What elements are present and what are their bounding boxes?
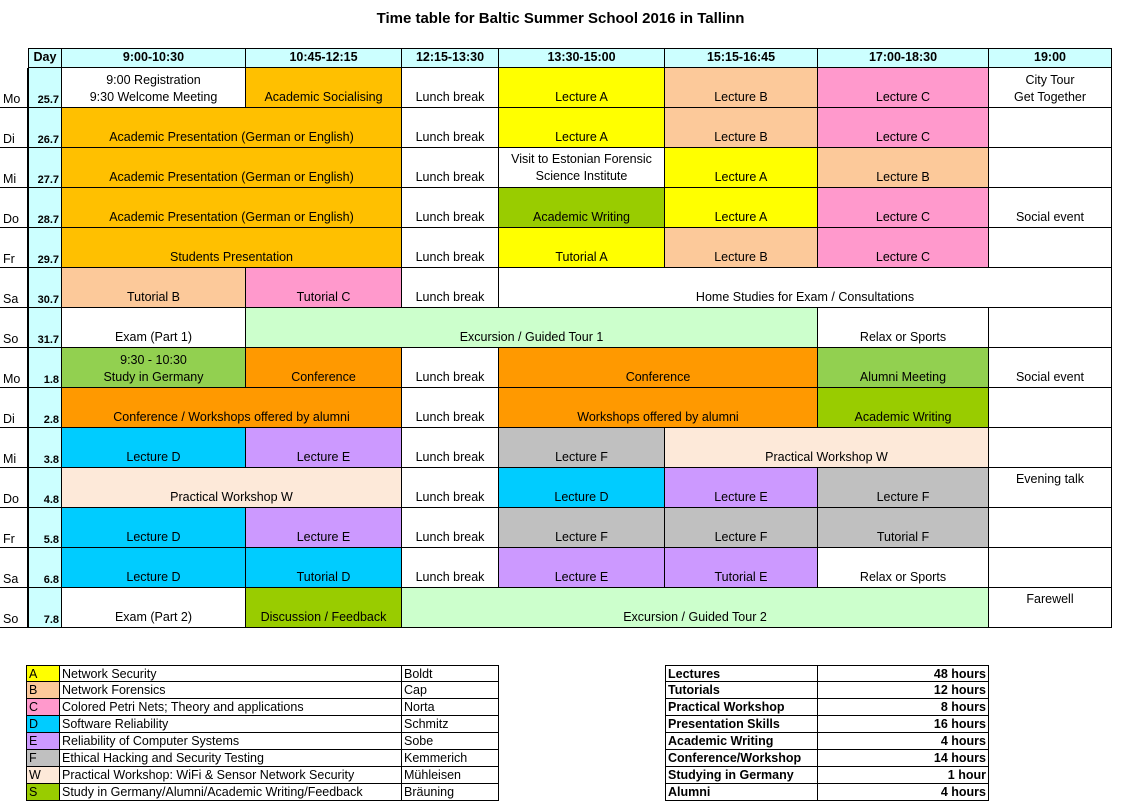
legend-subject: Reliability of Computer Systems [60,733,402,750]
schedule-cell: Academic Socialising [246,68,402,108]
legend-lecturer: Cap [402,682,499,699]
schedule-cell: Excursion / Guided Tour 2 [402,588,989,628]
page-title: Time table for Baltic Summer School 2016 in Tallinn [376,10,745,27]
schedule-cell: Conference [246,348,402,388]
day-name: Do [0,188,28,228]
schedule-cell: Lunch break [402,348,499,388]
legend-subject: Software Reliability [60,716,402,733]
day-date: 27.7 [28,148,62,188]
summary-label: Practical Workshop [665,699,818,716]
schedule-cell: 9:30 - 10:30 Study in Germany [62,348,246,388]
header-slot: 19:00 [989,48,1112,68]
day-name: Fr [0,228,28,268]
header-slot: 9:00-10:30 [62,48,246,68]
schedule-cell: Students Presentation [62,228,402,268]
schedule-cell: Lunch break [402,428,499,468]
schedule-cell: Visit to Estonian Forensic Science Institute [499,148,665,188]
day-name: Fr [0,508,28,548]
schedule-cell: Lunch break [402,188,499,228]
day-name: Mo [0,348,28,388]
day-date: 25.7 [28,68,62,108]
summary-value: 4 hours [818,733,989,750]
day-name: Sa [0,548,28,588]
schedule-cell: Home Studies for Exam / Consultations [499,268,1112,308]
schedule-cell: Lecture C [818,108,989,148]
day-date: 28.7 [28,188,62,228]
schedule-cell: Lecture B [665,108,818,148]
summary-label: Studying in Germany [665,767,818,784]
schedule-cell: Lecture E [665,468,818,508]
schedule-cell: Lecture A [499,108,665,148]
day-name: Mo [0,68,28,108]
legend-code: C [26,699,60,716]
schedule-cell: Lecture E [499,548,665,588]
legend-code: W [26,767,60,784]
schedule-cell: Tutorial F [818,508,989,548]
day-date: 26.7 [28,108,62,148]
schedule-cell: Conference / Workshops offered by alumni [62,388,402,428]
schedule-cell: Lecture B [665,68,818,108]
day-date: 5.8 [28,508,62,548]
schedule-cell [989,428,1112,468]
schedule-cell: Academic Writing [499,188,665,228]
legend-subject: Study in Germany/Alumni/Academic Writing/Feedback [60,784,402,801]
schedule-cell: Lecture F [499,428,665,468]
legend-lecturer: Schmitz [402,716,499,733]
day-date: 4.8 [28,468,62,508]
schedule-cell: Tutorial A [499,228,665,268]
day-name: Di [0,388,28,428]
legend-subject: Ethical Hacking and Security Testing [60,750,402,767]
schedule-cell: Lunch break [402,108,499,148]
schedule-cell: Lecture F [665,508,818,548]
schedule-cell: Lecture D [499,468,665,508]
schedule-cell: Relax or Sports [818,548,989,588]
header-slot: 13:30-15:00 [499,48,665,68]
legend-code: D [26,716,60,733]
day-date: 3.8 [28,428,62,468]
header-day: Day [28,48,62,68]
schedule-cell: Farewell [989,588,1112,628]
summary-label: Alumni [665,784,818,801]
schedule-cell: Social event [989,348,1112,388]
summary-value: 8 hours [818,699,989,716]
schedule-cell: Lecture A [665,188,818,228]
day-name: So [0,308,28,348]
schedule-cell: Lunch break [402,68,499,108]
schedule-cell: Tutorial E [665,548,818,588]
schedule-cell [989,548,1112,588]
schedule-cell [989,108,1112,148]
summary-label: Academic Writing [665,733,818,750]
summary-label: Tutorials [665,682,818,699]
legend-lecturer: Sobe [402,733,499,750]
legend-code: A [26,665,60,682]
legend-lecturer: Norta [402,699,499,716]
schedule-cell: Practical Workshop W [62,468,402,508]
schedule-cell: Relax or Sports [818,308,989,348]
schedule-cell: Lecture D [62,548,246,588]
legend-lecturer: Boldt [402,665,499,682]
day-date: 31.7 [28,308,62,348]
legend-code: S [26,784,60,801]
schedule-cell: Practical Workshop W [665,428,989,468]
legend-lecturer: Bräuning [402,784,499,801]
schedule-cell: Lecture C [818,228,989,268]
schedule-cell [989,148,1112,188]
schedule-cell: Alumni Meeting [818,348,989,388]
summary-value: 4 hours [818,784,989,801]
day-name: Do [0,468,28,508]
day-name: Sa [0,268,28,308]
summary-label: Lectures [665,665,818,682]
schedule-cell: Exam (Part 2) [62,588,246,628]
schedule-cell: Evening talk [989,468,1112,508]
day-date: 6.8 [28,548,62,588]
legend-lecturer: Kemmerich [402,750,499,767]
schedule-cell: Lecture A [499,68,665,108]
legend-subject: Network Forensics [60,682,402,699]
summary-value: 1 hour [818,767,989,784]
schedule-cell: Lunch break [402,468,499,508]
day-date: 30.7 [28,268,62,308]
schedule-cell: Lecture D [62,508,246,548]
schedule-cell: Academic Presentation (German or English) [62,148,402,188]
legend-subject: Colored Petri Nets; Theory and applications [60,699,402,716]
schedule-cell: Lecture F [818,468,989,508]
day-date: 29.7 [28,228,62,268]
schedule-cell: Conference [499,348,818,388]
header-slot: 17:00-18:30 [818,48,989,68]
schedule-cell: Lecture F [499,508,665,548]
schedule-cell: Academic Presentation (German or English) [62,188,402,228]
summary-value: 14 hours [818,750,989,767]
schedule-cell: Lunch break [402,148,499,188]
schedule-cell: Lecture C [818,188,989,228]
schedule-cell: Lecture B [665,228,818,268]
schedule-cell: Social event [989,188,1112,228]
day-date: 2.8 [28,388,62,428]
legend-subject: Practical Workshop: WiFi & Sensor Network Security [60,767,402,784]
summary-label: Conference/Workshop [665,750,818,767]
schedule-cell [989,308,1112,348]
schedule-cell: Exam (Part 1) [62,308,246,348]
schedule-cell: Lunch break [402,548,499,588]
schedule-cell: Lecture E [246,508,402,548]
schedule-cell: Tutorial C [246,268,402,308]
schedule-cell: Lecture D [62,428,246,468]
schedule-cell: Lecture E [246,428,402,468]
summary-value: 12 hours [818,682,989,699]
day-name: Mi [0,148,28,188]
schedule-cell: Workshops offered by alumni [499,388,818,428]
summary-value: 16 hours [818,716,989,733]
schedule-cell [989,508,1112,548]
schedule-cell: Lunch break [402,268,499,308]
schedule-cell: 9:00 Registration 9:30 Welcome Meeting [62,68,246,108]
legend-code: B [26,682,60,699]
header-slot: 10:45-12:15 [246,48,402,68]
summary-label: Presentation Skills [665,716,818,733]
summary-value: 48 hours [818,665,989,682]
schedule-cell: Lunch break [402,228,499,268]
legend-subject: Network Security [60,665,402,682]
schedule-cell: Lunch break [402,388,499,428]
day-name: Mi [0,428,28,468]
day-date: 1.8 [28,348,62,388]
day-name: So [0,588,28,628]
schedule-cell [989,228,1112,268]
legend-lecturer: Mühleisen [402,767,499,784]
schedule-cell: Academic Presentation (German or English) [62,108,402,148]
legend-code: E [26,733,60,750]
header-slot: 12:15-13:30 [402,48,499,68]
schedule-cell: Tutorial D [246,548,402,588]
schedule-cell: Excursion / Guided Tour 1 [246,308,818,348]
legend-code: F [26,750,60,767]
schedule-cell: Lecture C [818,68,989,108]
header-slot: 15:15-16:45 [665,48,818,68]
schedule-cell: City Tour Get Together [989,68,1112,108]
schedule-cell: Academic Writing [818,388,989,428]
schedule-cell: Discussion / Feedback [246,588,402,628]
schedule-cell: Lecture A [665,148,818,188]
day-name: Di [0,108,28,148]
schedule-cell: Tutorial B [62,268,246,308]
day-date: 7.8 [28,588,62,628]
schedule-cell: Lunch break [402,508,499,548]
schedule-cell: Lecture B [818,148,989,188]
schedule-cell [989,388,1112,428]
